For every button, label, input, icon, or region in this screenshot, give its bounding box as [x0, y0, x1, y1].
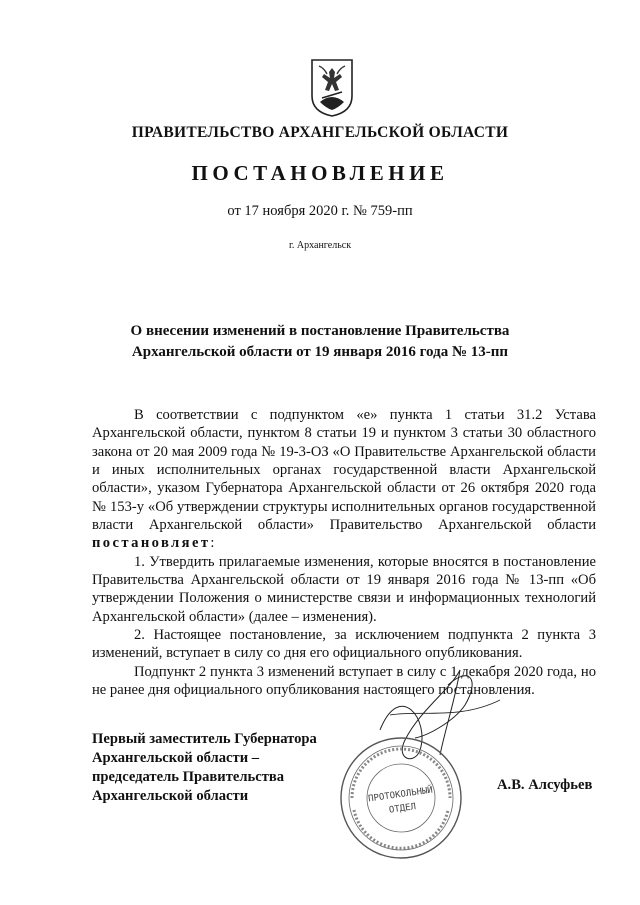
stamp-inner-line-1: ПРОТОКОЛЬНЫЙ	[367, 785, 434, 805]
position-line-3: председатель Правительства	[92, 769, 285, 785]
subject-line-1: О внесении изменений в постановление Правительства	[130, 323, 510, 339]
body-paragraph-4: Подпункт 2 пункта 3 изменений вступает в силу с 1 декабря 2020 года, но не ранее дня официального опубликования настоящего постановления.	[92, 663, 596, 699]
position-line-2: Архангельской области –	[92, 750, 260, 766]
document-type: ПОСТАНОВЛЕНИЕ	[191, 161, 449, 185]
document-date-number: от 17 ноября 2020 г. № 759-пп	[227, 203, 413, 219]
document-subject	[100, 321, 540, 363]
document-city: г. Архангельск	[288, 240, 352, 251]
document-body	[92, 406, 596, 700]
stamp-inner-line-2: ОТДЕЛ	[388, 802, 417, 816]
coat-of-arms-emblem	[310, 58, 354, 118]
subject-line-2: Архангельской области от 19 января 2016 года № 13-пп	[131, 344, 509, 360]
paragraph-1-keyword: постановляет	[92, 535, 211, 552]
body-paragraph-2: 1. Утвердить прилагаемые изменения, которые вносятся в постановление Правительства Архангельской области от 19 января 2016 года № 13-пп «Об утверждении Положения о министерстве связи и информационных технологий Архангельской области» (далее – изменения).	[92, 553, 596, 625]
paragraph-1-text: В соответствии с подпунктом «е» пункта 1 статьи 31.2 Устава Архангельской области, пунктом 8 статьи 19 и пунктом 3 статьи 30 областного закона от 20 мая 2009 года № 19-3-ОЗ «О Правительстве Архангельской области и иных исполнительных органах государственной власти Архангельской области», указом Губернатора Архангельской области от 26 октября 2020 года № 153-у «Об утверждении структуры исполнительных органов государственной власти Архангельской области» Правительство Архангельской области	[92, 407, 596, 534]
organization-title: ПРАВИТЕЛЬСТВО АРХАНГЕЛЬСКОЙ ОБЛАСТИ	[131, 124, 509, 141]
signatory-position	[92, 730, 317, 806]
body-paragraph-3: 2. Настоящее постановление, за исключением подпункта 2 пункта 3 изменений, вступает в силу со дня его официального опубликования.	[92, 627, 596, 662]
position-line-1: Первый заместитель Губернатора	[92, 731, 317, 747]
body-paragraph-1	[92, 406, 596, 553]
paragraph-1-end: :	[210, 535, 215, 552]
position-line-4: Архангельской области	[92, 788, 249, 804]
official-stamp-seal	[338, 735, 464, 861]
signatory-name: А.В. Алсуфьев	[497, 777, 593, 793]
